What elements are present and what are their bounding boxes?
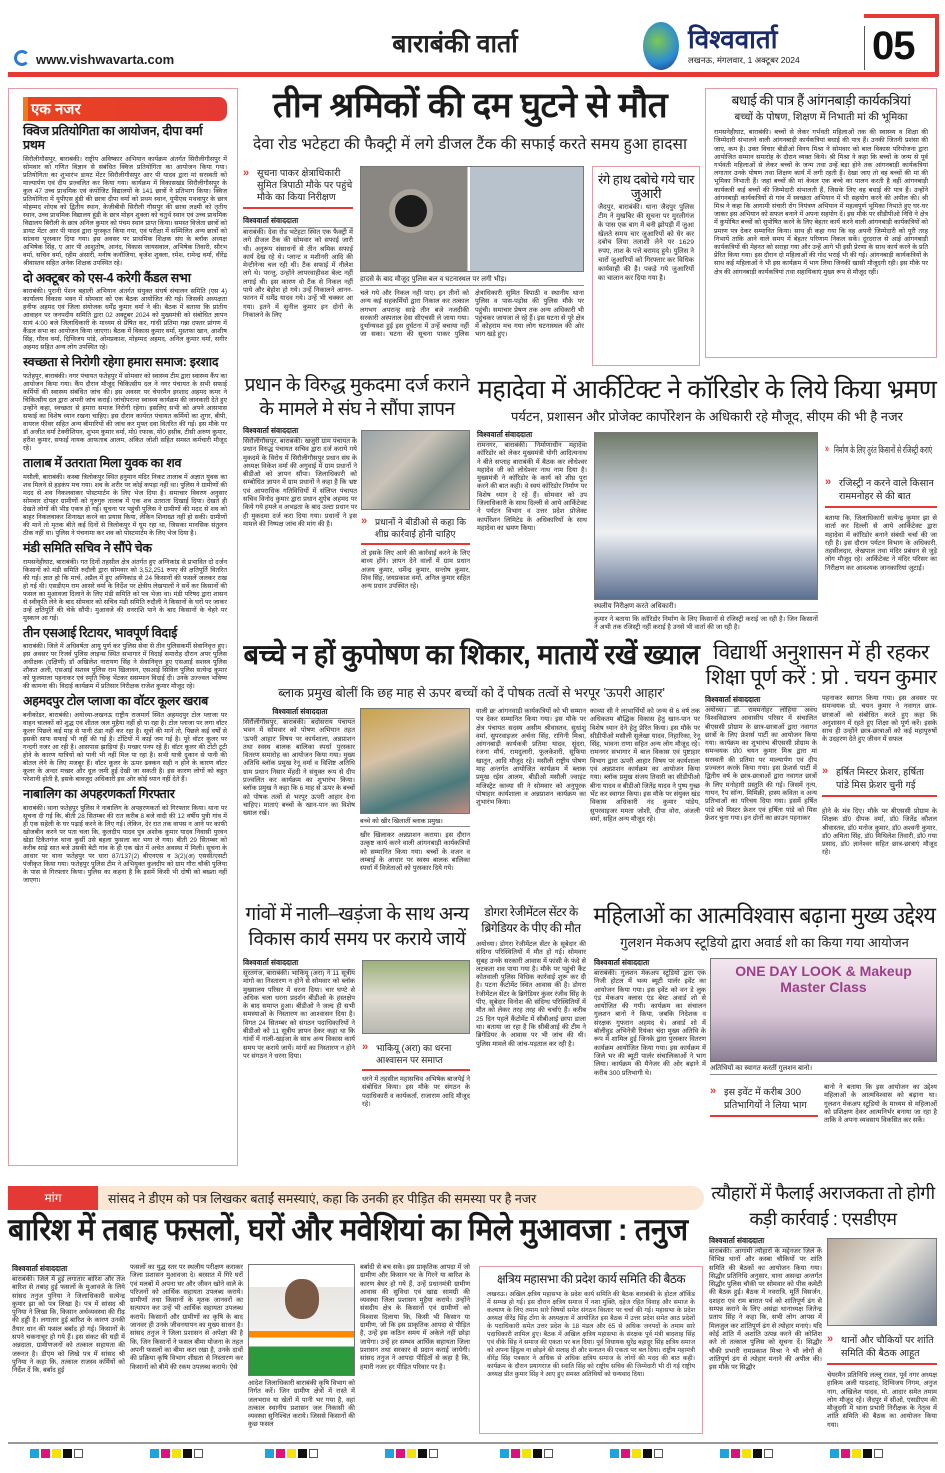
mahila-subhead: गुलशन मेकअप स्टूडियो द्वारा अवार्ड शो का किया गया आयोजन bbox=[620, 935, 909, 950]
kshatriya-headline: क्षत्रिय महासभा की प्रदेश कार्य समिति की बैठक bbox=[496, 1272, 686, 1286]
chevron-icon: » bbox=[822, 765, 829, 777]
crosshair-swatch bbox=[194, 1449, 203, 1458]
dateline: लखनऊ, मंगलवार, 1 अक्टूबर 2024 bbox=[688, 55, 800, 65]
mang-body-4: बर्बादी से बच सके। इस प्राकृतिक आपदा में जो ग्रामीण और किसान घर के गिरने या बारिश के कारण बेघर हो गये हैं, उन्हें प्रधानमंत्री ग्रामीण आवास की सुविधा एवं खाद्य सामग्री की व्यवस्था जिला प्रशासन मुहैया कराये। उन्होंने संसदीय क्षेत्र के किसानों एवं ग्रामीणों को विश्वास दिलाया कि, किसी भी किसान या ग्रामीण, जो कि इस प्राकृतिक आपदा से पीड़ित है, उन्हें इस कठिन समय में अकेले नहीं छोड़ा जायेगा। उन्हें हर सम्भव आर्थिक सहायता जिला प्रशासन तथा सरकार से प्रदान कराई जायेगी। सांसद तनुज ने आपदा पीड़ितों से कहा है कि, हमारी नजर हर पीड़ित परिवार पर है। bbox=[360, 1264, 470, 1371]
pradhan-byline: विश्ववार्ता संवाददाता bbox=[243, 426, 355, 438]
crosshair-swatch bbox=[654, 1449, 663, 1458]
color-swatch bbox=[276, 1449, 285, 1458]
color-swatch bbox=[287, 1449, 296, 1458]
juari-body: जैदपुर, बाराबंकी। थाना जैदपुर पुलिस टीम ने मुखबिर की सूचना पर मुरलीगंज के पास एक बाग में बनी झोपड़ी में जुआ खेलते समय चार जुआरियों को घेर कर दबोच लिया तलाशी लेने पर 1629 रुपए, ताश के पत्ते बरामद हुये। पुलिस ने चारों जुआरियों को गिरफ्तार कर विधिक कार्यवाही की है। पकड़े गये जुआरियों का चालान कर दिया गया है। bbox=[598, 204, 694, 282]
anganwadi-subhead: बच्चों के पोषण, शिक्षण में निभाती मां की भूमिका bbox=[734, 112, 908, 124]
mahadeva-bullet-1 bbox=[825, 442, 937, 460]
chayan-byline: विश्ववार्ता संवाददाता bbox=[705, 695, 815, 707]
color-swatch bbox=[610, 1449, 619, 1458]
color-swatch bbox=[41, 1449, 50, 1458]
gaon-body-1: सूरतगंज, बाराबंकी। भाकियू (अरा) ने 11 सूत्रीय मांगो का निस्तारण न होने से सोमवार को ब्लॉक मुख्यालय परिसर में धरना दिया। चार घण्टे से अधिक चला धरना प्रदर्शन बीडीओ के हस्तक्षेप के बाद समाप्त हुआ। बीडीओ ने जल्द ही सभी समस्याओं के निस्तारण का आश्वासन दिया है। विगत 24 सितम्बर को संगठन पदाधिकारियों ने बीडीओ को 11 सूत्रीय ज्ञापन देकर कहा था कि गांवों में नाली-खड़ंजा के साथ अन्य विकास कार्य समय पर कराये जायें। मांगों का निस्तारण न होने पर संगठन ने धरना दिया। bbox=[243, 970, 355, 1060]
footer-rule bbox=[8, 1442, 938, 1444]
mang-label: मांग bbox=[8, 1186, 98, 1210]
registration-mark bbox=[500, 1449, 553, 1458]
mahadeva-bullet-text: निर्माण के लिए तुरंत किसानों से रजिस्ट्री कराएं bbox=[833, 445, 933, 456]
color-swatch bbox=[643, 1449, 652, 1458]
pradhan-headline: प्रधान के विरुद्ध मुकदमा दर्ज कराने के मामले मे संघ ने सौंपा ज्ञापन bbox=[244, 375, 470, 420]
mahila-headline: महिलाओं का आत्मविश्वास बढ़ाना मुख्य उद्देश्य bbox=[593, 902, 936, 928]
color-swatch bbox=[418, 1449, 427, 1458]
gaon-pull-text: भाकियू (अरा) का धरना आश्वासन पर समाप्त bbox=[376, 1043, 452, 1065]
color-swatch bbox=[632, 1449, 641, 1458]
ek-nazar-headline: तालाब में उतराता मिला युवक का शव bbox=[23, 456, 182, 470]
mahila-photo-caption: अतिथियों का स्वागत करतीं गुलशन बानो। bbox=[710, 1064, 937, 1075]
mahadeva-headline: महादेवा में आर्कीटेक्ट ने कॉरिडोर के लिये किया भ्रमण bbox=[477, 374, 937, 404]
chayan-pull-quote bbox=[822, 764, 937, 797]
gaon-byline: विश्ववार्ता संवाददाता bbox=[243, 958, 355, 970]
mahila-body-1: बाराबंकी। गुलशन मेकअप स्टूडियो द्वारा एक निजी होटल में भव्य ब्यूटी पार्लर इवेंट का आयोजन किया गया। इस इवेंट को वन डे लुक एंड मेकअप क्लास एंड बेस्ट अवार्ड शो से आयोजित की गयी। कार्यक्रम का संचालन गुलशन बानो ने किया, जबकि निदेशक व संरक्षक गुफरान अहमद थे। अवार्ड शो में बॉलीवुड अभिनेत्री रियंका चंदा मुख्य अतिथि के रूप में शामिल हुई जिनके द्वारा पुरस्कार वितरण कार्यक्रम आयोजित किया गया। इस कार्यक्रम में जिले भर की ब्यूटी पार्लर संचालिकाओं ने भाग लिया। कार्यक्रम की मैनेजर की ओर बढ़ाने में करीब 300 प्रतिभागी थे। bbox=[594, 970, 706, 1077]
mahila-photo bbox=[710, 958, 937, 1062]
lead-headline: तीन श्रमिकों की दम घुटने से मौत bbox=[272, 86, 668, 125]
pradhan-body-2: तो इसके लिए आगे की कार्रवाई करने के लिए बाध्य होंगे। ज्ञापन देने वालों में ग्राम प्रधान अजय कुमार, धर्मेन्द्र कुमार, सन्तोष कुमार, शिव सिंह, जयप्रकाश वर्मा, अनिल कुमार सहित अन्य प्रधान उपस्थित रहे। bbox=[361, 550, 470, 591]
color-swatch bbox=[183, 1449, 192, 1458]
color-swatch bbox=[52, 1449, 61, 1458]
lead-byline: विश्ववार्ता संवाददाता bbox=[243, 216, 353, 228]
color-swatch bbox=[863, 1449, 872, 1458]
festival-body-2: चेयरमैन प्रतिनिधि लल्लू रावत, पूर्व नगर अध्यक्ष हाकिम अली यादशाह, दिग्विजय निगम, अनुज नाग, अखिलेश यादव, मो. आदार समेत तमाम लोग मौजूद रहे। जैदपुर में सीओ, एसडीएम की मौजूदगी में थाना प्रभारी निरीक्षक के नेतृत्व में शांति समिति की बैठक का आयोजन किया गया। bbox=[827, 1372, 937, 1429]
ek-nazar-headline: स्वच्छता से निरोगी रहेगा हमारा समाज: इरशाद bbox=[23, 355, 219, 370]
ek-nazar-body: सिरौलीगौसपुर, बाराबंकी। राष्ट्रीय अविष्कार अभियान कार्यक्रम अंतर्गत सिरौलीगौसपुर में सोमवार को गणित विज्ञान से संबंधित क्विज प्रतियोगिता का आयोजन किया गया। प्रतियोगिता का शुभारंभ डायट मेंटर सिरौलीगौसपुर आर पी यादव द्वारा मां सरस्वती को माल्यार्पण एवं दीप प्रज्वलित कर किया गया। कार्यक्रम में विकासखंड सिरौलीगौसपुर के कुल 47 उच्च प्राथमिक एवं कंपोजिट विद्यालयों के 141 छात्रों ने प्रतिभाग किया। क्विज प्रतियोगिता में यूपीएस हुंडी की छात्रा दीपा वर्मा को प्रथम स्थान, यूपीएस मथवापुर के छात्र मोहम्मद शोएब को द्वितीय स्थान, केजीबीवी सिरौली गौसपुर की छात्रा लक्ष्मी को तृतीय स्थान, उच्च प्राथमिक विद्यालय हुंडी के छात्र मोहन शुक्ला को चतुर्थ स्थान एवं उच्च प्राथमिक विद्यालय बिरौली के छात्र अनिल कुमार को पंचम स्थान प्राप्त किया। समस्त विजेता छात्रों को डायट मेंटर आर पी यादव द्वारा पुरस्कृत किया गया, एवं परीक्षा में सम्मिलित अन्य छात्रों को सांत्वना पुरस्कार दिया गया। इस अवसर पर प्राथमिक शिक्षक संघ के ब्लॉक अध्यक्ष अभिषेक सिंह, ए आर पी आशुतोष, आनंद, विकास जायसवाल, अभिषेक तिवारी, सौरभ वर्मा, सचिन वर्मा, रहीम अंसारी, मनीष कनौजिया, बृजेश शुक्ला, रमेश, रामेन्द्र वर्मा, वीरेंद्र श्रीवास्तव सहित अनेक शिक्षक उपस्थित रहे। bbox=[23, 155, 227, 267]
gaon-pull-quote bbox=[362, 1040, 470, 1071]
color-swatch bbox=[500, 1449, 509, 1458]
festival-photo bbox=[827, 1238, 937, 1326]
color-swatch bbox=[522, 1449, 531, 1458]
lead-body-2: चले गये और निकल नहीं पाए। इन तीनों को अन्य कई सहकर्मियों द्वारा निकाल कर तत्काल लगभग अपरान्ह साढ़े तीन बजे नजदीकी सरकारी अस्पताल देवा सीएचसी ले जाया गया। दुर्भाग्यवश हुई इस दुर्घटना में उन्हें बचाया नहीं जा सका। घटना की सूचना पाकर पुलिस क्षेत्राधिकारी सुमित त्रिपाठी व स्थानीय थाना पुलिस व पास-पड़ोस की पुलिस मौके पर पहुंची। समाचार प्रेषण तक अन्य अधिकारी भी पहुंचकर जायजा ले रहे हैं। इस घटना से पूरे क्षेत्र में कोहराम मच गया लोग घटनास्थल की ओर भाग खड़े हुए। bbox=[360, 290, 584, 339]
pradhan-photo bbox=[361, 430, 470, 510]
color-swatch bbox=[852, 1449, 861, 1458]
registration-mark bbox=[30, 1449, 83, 1458]
mahadeva-bullet-text: रजिस्ट्री न करने वाले किसान राममनोहर से की बात bbox=[839, 478, 934, 502]
lead-subhead: देवा रोड भटेहटा की फैक्ट्री में लगे डीजल टैंक की सफाई करते समय हुआ हादसा bbox=[252, 136, 688, 153]
chevron-icon: » bbox=[825, 476, 832, 488]
browser-e-icon bbox=[14, 50, 30, 66]
dogra-body: अयोध्या। डोगरा रेजीमेंटल सेंटर के सूबेदार की संदिग्ध परिस्थितियों में मौत हो गई। सोमवार सुबह उनके सरकारी आवास में फांसी के फंदे से लटकता शव पाया गया है। मौके पर पहुंची कैंट कोतवाली पुलिस विधिक कार्रवाई शुरू कर दी है। पटना कैंटोमेंट स्थित आवास की है। डोगरा रेजीमेंटल सेंटर के ब्रिगेडियर कुंवर रंजीव सिंह के पीए, सूबेदार विनोश की संदिग्ध परिस्थितियों में मौत को लेकर तरह तरह की चर्चाएं हैं। करीब 25 दिन पहले कैंटोमेंट में सीबीआई छापा डाला था। बताया जा रहा है कि सीबीआई की टीम ने ब्रिगेडियर के आवास पर भी जांच की थी। पुलिस मामले की जांच-पड़ताल कर रही है। bbox=[476, 941, 586, 1048]
registration-mark bbox=[830, 1449, 883, 1458]
crosshair-swatch bbox=[874, 1449, 883, 1458]
mang-ribbon-text: सांसद ने डीएम को पत्र लिखकर बताईं समस्याएं, कहा कि उनकी हर पीड़ित की समस्या पर है नजर bbox=[108, 1192, 537, 1206]
kuposhan-photo-caption: बच्चे को खीर खिलातीं ब्लाक प्रमुख। bbox=[360, 816, 470, 827]
anganwadi-body: रामसनेहीघाट, बाराबंकी। बच्चों से लेकर गर्भवती महिलाओं तक की स्वास्थ्य व शिक्षा की जिम्मेदारी संभालने वाली आंगनबाड़ी कार्यकत्रियां बधाई की पात्र हैं। उनकी जितनी प्रशंसा की जाए, कम है। उक्त विचार बीडीओ विनय मिश्रा ने सोमवार को बाल विकास परियोजना द्वारा आयोजित सम्मान समारोह के दौरान व्यक्त किये। श्री मिश्रा ने कहा कि बच्चों के जन्म से पूर्व गर्भवती महिलाओं से लेकर बच्चों के जन्म तथा उन्हें बड़ा होने तक आंगनबाड़ी कार्यकत्रियां लगातार उनके पोषण तथा शिक्षण कार्य में लगी रहती हैं। देखा जाए तो वह बच्चों की मां की भूमिका निभाती हैं। जहां बच्चों की मां केवल एक बच्चे का पालन करती है वहीं आंगनबाड़ी कार्यकत्री कई बच्चों की जिम्मेदारी संभालती हैं, जिसके लिए वह बधाई की पात्र हैं। उन्होंने आंगनबाड़ी कार्यकत्रियों से गांव में स्वच्छता अभियान में भी सहयोग करने की अपील की। श्री मिश्र ने कहा कि आगामी संचारी रोग नियंत्रण अभियान में महत्वपूर्ण भूमिका निभाते हुए घर-घर जाकर इस अभियान को सफल बनाने में अपना सहयोग दें। इस मौके पर सीडीपीओ निधि ने क्षेत्र में कुपोषित बच्चों को सुपोषित करने के लिए बेहतर कार्य करने वाली आंगनबाड़ी कार्यकत्रियों को प्रमाण पत्र देकर सम्मानित किया। साथ ही कहा गया कि वह अपनी जिम्मेदारी को पूरी तरह निभायें ताकि आने वाले समय में बेहतर परिणाम निकल सकें। दूरदराज से आई आंगनबाड़ी कार्यकत्रियों की मेहनत को सराहा गया और उन्हें आगे भी इसी प्रेरणा के साथ कार्य करने के प्रति प्रेरित किया गया। इस दौरान दो महिलाओं की गोद भराई भी की गई। आंगनबाड़ी कार्यकत्रियों के साथ कई महिलाओं ने भी इस कार्यक्रम में भाग लिया जिनकी खासी मौजूदगी रही। इस मौके पर क्षेत्र की आंगनबाड़ी कार्यकत्रियां तथा सहायिकाएं मुख्य रूप से मौजूद रहीं। bbox=[714, 129, 928, 276]
ek-nazar-list bbox=[23, 125, 227, 885]
kuposhan-body-4: काव्या सी ने लाभार्थियों को जन्म से 6 वर्ष तक अधिकतम बौद्धिक विकास हेतु खान-पान पर विशेष ध्यान देने हेतु प्रेरित किया। इस मौके पर सीडीपीओ मसौली सुलेखा यादव, निहारिका, रेनू सिंह, भावना राणा सहित अन्य लोग मौजूद रहे। रामनगर सभागार में बाल विकास एवं पुष्टाहार विभाग द्वारा ऊपरी आहार विषय पर कार्यशाला एवं अन्नप्राशन कार्यक्रम का आयोजन किया गया। ब्लॉक प्रमुख संजय तिवारी का सीडीपीओ बीना यादव व बीडीओ जितेंद्र यादव ने पुष्प गुच्छ भेंट कर स्वागत किया। इस मौके पर संयुक्त खंड विकास अधिकारी नंद कुमार पांडेय, सुपरवाइजर ममता जोशी, दीपा वोरा, अंजली वर्मा, सहित अन्य मौजूद रहे। bbox=[590, 708, 700, 823]
chayan-headline: विद्यार्थी अनुशासन में ही रहकर शिक्षा पूर्ण करें : प्रो . चयन कुमार bbox=[705, 641, 937, 689]
mahadeva-body-1: रामनगर, बाराबंकी। निर्माणाधीन महादेवा कॉरिडोर को लेकर मुख्यमंत्री योगी आदित्यनाथ ने बीते सप्ताह बाराबंकी में बैठक कर लोधेश्वर महादेव जी को लोधेश्वर नाथ नाम दिया है। मुख्यमंत्री ने कॉरिडोर के कार्य को शीघ्र पूरा करने की बात कही। वे स्वयं कॉरिडोर निर्माण पर विशेष ध्यान दे रहे हैं। सोमवार को उप जिलाधिकारी के साथ दिल्ली से आये आर्किटेक्ट ने पर्यटन विभाग व उत्तर प्रदेश प्रोजेक्ट कार्पोरेशन लिमिटेड के अधिकारियों के साथ महादेवा का भ्रमण किया। bbox=[477, 442, 587, 532]
color-swatch bbox=[830, 1449, 839, 1458]
color-swatch bbox=[30, 1449, 39, 1458]
mahila-photo-banner: ONE DAY LOOK & Makeup Master Class bbox=[735, 963, 912, 995]
crosshair-swatch bbox=[309, 1449, 318, 1458]
registration-mark bbox=[265, 1449, 318, 1458]
kuposhan-body-2: खीर खिलाकर अन्नप्राशन कराया। इस दौरान उत्कृष्ट कार्य करने वाली आंगनबाड़ी कार्यकत्रियों को सम्मानित किया गया। बच्चों के वजन व लम्बाई के आधार पर स्वस्थ बालक बालिका स्पर्धा में विजेताओं को पुरस्कार दिये गये। bbox=[360, 832, 470, 873]
crosshair-swatch bbox=[764, 1449, 773, 1458]
ek-nazar-body: रामसनेहीघाट, बाराबंकी। गत दिनों तहसील क्षेत्र अंतर्गत हुए अग्निकांड से प्रभावित दो दर्जन किसानों को मंडी समिति रुदौली द्वारा सोमवार को 3,52,251 रुपए की क्षतिपूर्ति वितरित की गई। ज्ञात हो कि मार्च, अप्रैल में हुए अग्निकांड से 24 किसानों की फसलें जलकर राख हो गई थी। एसडीएम राम आसरे वर्मा के निर्देश पर क्षेत्रीय लेखपालों ने सर्वे कर किसानों की फसल का मुआवजा दिलाने के लिए मंडी समिति को पत्र भेजा था। मंडी परिषद द्वारा शासन से स्वीकृति लेने के बाद सोमवार को सचिव मंडी समिति रुदौली ने किसानों के घरों पर जाकर उन्हें क्षतिपूर्ति की चेकें सौंपी। मुआवजे की धनराशि पाने के बाद किसानों के चेहरे पर मुस्कान आ गई। bbox=[23, 558, 227, 622]
color-swatch bbox=[742, 1449, 751, 1458]
chevron-icon: » bbox=[827, 1333, 834, 1345]
kuposhan-photo bbox=[360, 708, 470, 814]
lead-photo bbox=[360, 166, 584, 272]
color-swatch bbox=[385, 1449, 394, 1458]
color-swatch bbox=[511, 1449, 520, 1458]
mahadeva-subhead: पर्यटन, प्रशासन और प्रोजेक्ट कार्पोरेशन के अधिकारी रहे मौजूद, सीएम की भी है नजर bbox=[511, 409, 903, 424]
color-swatch bbox=[161, 1449, 170, 1458]
header-rule bbox=[8, 72, 938, 77]
ek-nazar-headline: नाबालिग का अपहरणकर्ता गिरफ्तार bbox=[23, 787, 175, 801]
festival-byline: विश्ववार्ता संवाददाता bbox=[709, 1236, 821, 1248]
ek-nazar-headline: मंडी समिति सचिव ने सौंपे चेक bbox=[23, 540, 152, 555]
anganwadi-box bbox=[705, 88, 937, 358]
kuposhan-subhead: ब्लाक प्रमुख बोलीं कि छह माह से ऊपर बच्चों को दें पोषक तत्वों से भरपूर 'ऊपरी आहार' bbox=[278, 686, 665, 700]
mang-body-1: बाराबंकी। जिले में हुई लगातार बारिश और तेज बारिश से तबाह हुई फसलों के मुआवजे के लिये सांसद तनुज पुनिया ने जिलाधिकारी सत्येन्द्र कुमार झा को पत्र लिखा है। पत्र में सांसद श्री पुनिया ने लिखा कि, किसान अर्थव्यवस्था की रीढ़ की हड्डी है। लगातार हुई बारिश के कारण उनकी तैयार धान की फसल बर्बाद हो गई। किसानों के सपने चकनाचूर हो गये हैं। इस संकट की घड़ी में अन्नदाता, ग्रामीणजनों को तत्काल सहायता की जरूरत है। डीएम को लिखे पत्र में सांसद श्री पुनिया ने कहा कि, तत्काल राजस्व कर्मियों को निर्देश दें कि, बर्बाद हुई bbox=[12, 1276, 125, 1375]
kuposhan-body-1: सिरौलीगौसपुर, बाराबंकी। बदोसराय पंचायत भवन में सोमवार को पोषण अभियान तहत 'ऊपरी आहार' विषय पर कार्यशाला, अन्नप्राशन तथा स्वस्थ बालक बालिका स्पर्धा पुरस्कार वितरण समारोह का आयोजन किया गया। मुख्य अतिथि ब्लॉक प्रमुख रेनू वर्मा व विशिष्ट अतिथि ग्राम प्रधान निसार मेंहदी ने संयुक्त रूप से दीप प्रज्वलित कर कार्यक्रम का शुभारंभ किया। ब्लॉक प्रमुख ने कहा कि 6 माह से ऊपर के बच्चों को पोषक तत्वों से भरपूर ऊपरी आहार देना चाहिए। माताएं बच्चों के खान-पान का विशेष ख्याल रखें। bbox=[243, 719, 355, 818]
color-swatch bbox=[298, 1449, 307, 1458]
ek-nazar-label: एक नजर bbox=[23, 97, 227, 121]
lead-body-1: बाराबंकी। देवा रोड भटेहटा स्थित एक फैक्ट्री में लगे डीजल टैंक की सोमवार को सफाई जारी थी। अनुरूप संसाधनों से तीन श्रमिक सफाई कार्य देख रहे थे। प्लान्ट व मशीनरी आदि की मेन्टीनेन्स चल रही थी। टैंक सफाई में नीलेश लगे थे। परन्तु, उन्होंने लापरवाहीवश बेल्ट नहीं लगाई थी। इस कारण वो टैंक से निकल नहीं पाये और बेहोश हो गये। उन्हें निकालने आनन-फानन में धर्मेंद्र यादव गये। उन्हें भी चक्कर आ गया। इतने में सुनील कुमार इन दोनों के निकालने के लिए bbox=[243, 229, 353, 319]
color-swatch bbox=[150, 1449, 159, 1458]
chayan-body-3: होने के मंत्र दिए। मौके पर बीएससी प्रोग्राम के शिक्षक डॉ0 दीपक वर्मा, डॉ0 जितेंद्र कौशल श्रीवास्तव, डॉ0 मनोज कुमार, डॉ0 अश्वनी कुमार, डॉ0 अमिता सिंह, डॉ0 मिथिलेश तिवारी, डॉ0 गया प्रसाद, डॉ0 ज्ञानेश्वर सहित छात्र-छात्राएं मौजूद रहे। bbox=[822, 808, 937, 857]
anganwadi-headline: बधाई की पात्र हैं आंगनबाड़ी कार्यकत्रियां bbox=[731, 93, 911, 108]
chayan-pull-text: हर्षित मिस्टर फ्रेशर, हर्षिता पांडे मिस फ्रेशर चुनी गई bbox=[836, 767, 925, 791]
chevron-icon: » bbox=[825, 443, 829, 455]
chevron-icon: » bbox=[710, 1085, 717, 1097]
crosshair-swatch bbox=[74, 1449, 83, 1458]
kuposhan-headline: बच्चे न हों कुपोषण का शिकार, मातायें रखें ख्याल bbox=[243, 639, 700, 670]
page-number: 05 bbox=[872, 24, 915, 68]
mahila-pull-text: इस इवेंट में करीब 300 प्रतिभागियों ने लिया भाग bbox=[724, 1087, 807, 1111]
crosshair-swatch bbox=[429, 1449, 438, 1458]
festival-headline: त्यौहारों में फैलाई अराजकता तो होगी कड़ी कार्रवाई : एसडीएम bbox=[711, 1183, 935, 1229]
ek-nazar-body: बनीकोडर, बाराबंकी। अयोध्या-लखनऊ राष्ट्रीय राजमार्ग स्थित अहमदपुर टोल प्लाजा पर वाहन चालकों को शुद्ध एवं शीतल जल मुहैया नहीं हो पा रहा है। टोल प्लाजा पर लगा वॉटर कूलर पिछले कई माह से पानी ठंडा नहीं कर रहा है। सूत्रों की मानें तो, पिछले कई वर्षों से इसकी साफ सफाई भी नहीं की गई है। टोंटियों में काई जम गई है। पूरे वॉटर कूलर पर गन्दगी नजर आ रही है। आसपास झाड़ियां हैं। मच्छर पनप रहे हैं। वॉटर कूलर की टोंटी टूटी होने के कारण यात्रियों को पानी भी नहीं मिल पा रहा है। सभी यात्री दुकान से पानी की बोतल लेने के लिए मजबूर हैं। वॉटर कूलर के ऊपर ढक्कन सही न होने के कारण वॉटर कूलर के अन्दर मच्छर और धूल जमी हुई देखी जा सकती है। इस कारण लोगों को बहुत परेशानी होती है, इसके बावजूद अधिकारी इस ओर कोई ध्यान नहीं देते हैं। bbox=[23, 712, 227, 783]
mahadeva-byline: विश्ववार्ता संवाददाता bbox=[477, 430, 585, 442]
color-swatch bbox=[533, 1449, 542, 1458]
juari-headline: रंगे हाथ दबोचे गये चार जुआरी bbox=[598, 172, 694, 201]
chayan-body-2: पहनाकर स्वागत किया गया। इस अवसर पर समन्वयक प्रो. चयन कुमार ने नवागत छात्र-छात्राओं को संबोधित करते हुए कहा कि अनुशासन में रहते हुए शिक्षा को पूर्ण करें। इसके साथ ही उन्होंने छात्र-छात्राओं को कई महापुरुषों के उदहरण देते हुए जीवन में सफल bbox=[822, 695, 937, 744]
mang-body-2: फसलों का युद्ध स्तर पर स्थलीय परीक्षण कराकर जिला प्रशासन मुआवजा दे। बरसात में गिरे घरों एवं मलबों में अपना घर और जीवन खोने वाले के परिजनों को आर्थिक सहायता उपलब्ध कराये। ग्रामीणों तथा किसानों के मृतक जानवरों का सत्यापन कर उन्हें भी आर्थिक सहायता उपलब्ध करायें। किसानों और ग्रामीणों का कृषि के बाद जानवर ही उनके जीवनयापन का मुख्य साधन है। सांसद तनुज ने जिला प्रशासन से अपेक्षा की है कि, जिन किसानों ने फसल बीमा योजना के तहत अपनी फसलों का बीमा करा रखा है, उनके दावों की प्रक्रिया कृषि विभाग शीघ्रता से निस्तारण कर किसानों को बीमे की रकम उपलब्ध कराये। ऐसे bbox=[130, 1264, 243, 1371]
crosshair-swatch bbox=[544, 1449, 553, 1458]
pradhan-body-1: सिरौलीगौसपुर, बाराबंकी। खजुरी ग्राम पंचायत के प्रधान विरुद्ध पंचायत सचिव द्वारा दर्ज कराये गये मुकदमे के विरोध में सिरौलीगौसपुर प्रधान संघ के अध्यक्ष विकेश वर्मा की अगुवाई में ग्राम प्रधानों ने बीडीओ को ज्ञापन सौंपा। जिलाधिकारी को सम्बोधित ज्ञापन में ग्राम प्रधानों ने कहा है कि भ्रष्ट एवं आपराधिक गतिविधियों में संलिप्त पंचायत सचिव विनोद कुमार द्वारा प्रधान शुऐब अहमद पर किये गये हमले व अभद्रता के बाद उल्टा प्रधान पर ही मुकदमा दर्ज करा दिया गया। प्रधानों ने इस मामले की निष्पक्ष जांच की मांग की है। bbox=[243, 438, 358, 528]
color-swatch bbox=[396, 1449, 405, 1458]
brand-name: विश्ववार्ता bbox=[688, 24, 778, 54]
ek-nazar-body: बाराबंकी। पुरानी पेंशन बहाली अभियान अंतर्गत संयुक्त संघर्ष संचालन समिति (एस 4) कार्यालय विकास भवन में सोमवार को एक बैठक आयोजित की गई। जिसकी अध्यक्षता हनीफ अहमद एवं जिला संयोजक धर्मेंद्र कुमार वर्मा ने की। बैठक में बताया कि प्रांतीय आवाहन पर जनपदीय समिति द्वारा 02 अक्टूबर 2024 को मुख्यमंत्री को संबोधित ज्ञापन सायं 4:00 बजे जिलाधिकारी के माध्यम से प्रेषित कर, गांधी प्रतिमा गन्ना दफ्तर प्रांगण में कैंडल सभा का आयोजन किया जाएगा। बैठक में विकास कुमार वर्मा, मुस्तफा खान, आशीष सिंह, गौरव वर्मा, दिग्विजय पांडे, ओमप्रकाश, मोहम्मद अहमद, अनिल कुमार वर्मा, सगीर अहमद सहित अन्य लोग उपस्थित रहे। bbox=[23, 288, 227, 352]
mahadeva-photo-caption: स्थलीय निरीक्षण करते अधिकारी। bbox=[594, 602, 818, 613]
ek-nazar-body: बाराबंकी। जिले में अधिवर्षता आयु पूर्ण कर पुलिस सेवा से तीन पुलिसकर्मी सेवानिवृत्त हुए। इस अवसर पर रिजर्व पुलिस लाइन्स स्थित सभागार में विदाई समारोह दौरान अपर पुलिस अधीक्षक (दक्षिणी) डॉ अखिलेश नारायण सिंह ने सेवानिवृत्त हुए एसआई सशस्त्र पुलिस शौकत अली, एसआई सशस्त्र पुलिस राम खिलावन, एसआई सिविल पुलिस सत्येन्द्र कुमार को फूलमाला पहनाकर एवं स्मृति चिन्ह भेंटकर ससम्मान विदाई दी। उनके उज्ज्वल भविष्य की कामना की। विदाई कार्यक्रम में प्रतिसार निरीक्षक राजेश कुमार मौजूद रहे। bbox=[23, 643, 227, 691]
mang-headline: बारिश में तबाह फसलों, घरों और मवेशियां का मिले मुआवजा : तनुज bbox=[8, 1212, 688, 1247]
gaon-photo bbox=[362, 960, 470, 1034]
ek-nazar-headline: दो अक्टूबर को एस-4 करेगी कैंडल सभा bbox=[23, 270, 191, 285]
mahila-byline: विश्ववार्ता संवाददाता bbox=[594, 958, 704, 970]
color-swatch bbox=[731, 1449, 740, 1458]
juari-box bbox=[592, 166, 700, 366]
festival-body-1: बाराबंकी। आगामी त्यौहारों के मद्देनजर जिले के विभिन्न थानों और कस्बा चौकियों पर शांति समिति की बैठकों का आयोजन किया गया। सिद्धौर प्रतिनिधि अनुसार, थाना असन्द्रा अन्तर्गत सिद्धौर पुलिस चौकी पर सोमवार को पीस कमेटी की बैठक हुई। बैठक में नवरात्रि, मूर्ति विसर्जन, दशहरा एवं राम बारात पर्व को शांतिपूर्ण ढंग से सम्पन्न कराने के लिए असंद्रा थानाध्यक्ष जितेन्द्र प्रताप सिंह ने कहा कि, सभी लोग आपस में मिलजुल कर शांतिपूर्ण ढंग से त्योहार मनाएं। यदि कोई शांति में अशांति उत्पन्न करने की कोशिश करे तो तत्काल पुलिस को सूचना दें। सिद्धौर चौकी प्रभारी रामप्रकाश मिश्रा ने भी लोगों से शांतिपूर्ण ढंग से त्योहार मनाने की अपील की। इस मौके पर सिद्धौर bbox=[709, 1248, 822, 1372]
registration-mark bbox=[720, 1449, 773, 1458]
mahadeva-photo bbox=[594, 432, 818, 600]
website-url[interactable]: www.vishwavarta.com bbox=[36, 52, 175, 67]
chevron-icon: » bbox=[362, 1041, 369, 1053]
dogra-headline: डोगरा रेजीमेंटल सेंटर के ब्रिगेडियर के पीए की मौत bbox=[481, 905, 581, 935]
ek-nazar-body: मसौली, बाराबंकी। कस्बा त्रिलोकपुर स्थित हनुमान मंदिर निकट तालाब में अज्ञात युवक का शव मिलने से हड़कंप मच गया। शव के शरीर पर कोई कपड़ा नहीं था। पुलिस ने ग्रामीणों की मदद से शव निकलवाकर पोस्टमार्टम के लिए भेज दिया है। समाचार विवरण अनुसार सोमवार दोपहर ग्रामीणों को गुरुगुरु तालाब में एक शव उतराता दिखाई दिया। देखते ही देखते लोगों की भीड़ एकत्र हो गई। सूचना पर पहुंची पुलिस ने ग्रामीणों की मदद से शव को बाहर निकलवाकर शिनाख्त करने का प्रयास किया, लेकिन शिनाख्त नहीं हो सकी। ग्रामीणों की मानें तो मृतक बीते कई दिनों से त्रिलोकपुर में घूम रहा था, जिसका मानसिक संतुलन ठीक नहीं था। पुलिस ने पंचनामा कर शव को पोस्टमार्टम के लिए भेज दिया है। bbox=[23, 473, 227, 537]
tanuj-portrait-photo bbox=[248, 1264, 355, 1376]
color-swatch bbox=[407, 1449, 416, 1458]
color-swatch bbox=[720, 1449, 729, 1458]
pradhan-pull-quote bbox=[361, 514, 470, 545]
registration-mark bbox=[150, 1449, 203, 1458]
kshatriya-body: लखनऊ। अखिल क्षत्रिय महासभा के प्रदेश कार्य समिति की बैठक बाराबंकी के होटल ऑर्किड में सम्पन्न हो गई। इस दौरान क्षत्रिय समाज में नशा मुक्ति, दहेज रहित विवाह और समाज के कल्याण के लिए तमाम सारे विषयों समेत संगठन विस्तार पर चर्चा की गई। महासभा के प्रदेश अध्यक्ष वीरेंद्र सिंह टोंगा के अध्यक्षता में आयोजित इस बैठक में उत्तर प्रदेश समेत आठ प्रदेशों के पदाधिकारी समेत उत्तर प्रदेश के 18 मंडल और 65 से अधिक जनपदों के तमाम सारे पदाधिकारी शामिल हुए। बैठक में अखिल क्षत्रिय महासभा के संरक्षक पूर्व मंत्री बादशाह सिंह एवं वीके सिंह ने समाज की एकता पर बल दिया। पूर्व विधायक सुरेंद्र बहादुर सिंह क्षत्रिय समाज को अपना हिंदुत्व ना छोड़ने की सलाह दी और सनातन की एकता पर बल दिया। राष्ट्रीय महामंत्री वीरेंद्र सिंह पत्रकार ने अधिक से अधिक क्षत्रिय समाज के लोगों की मदद की बात कही। कार्यक्रम के दौरान प्रयागराज की स्वाति सिंह को राष्ट्रीय सचिव की जिम्मेदारी भी दी गई राष्ट्रीय अध्यक्ष प्रीत कुमार सिंह ने आए हुए समस्त अतिथियों को धन्यवाद दिया। bbox=[487, 1290, 695, 1378]
mang-byline: विश्ववार्ता संवाददाता bbox=[12, 1264, 124, 1276]
lead-bullet-text: सूचना पाकर क्षेत्राधिकारी सुमित त्रिपाठी मौके पर पहुंचे मौके का किया निरीक्षण bbox=[257, 168, 353, 203]
gaon-body-2: धरने में तहसील महासचिव अभिषेक बाजपेई ने संबोधित किया। इस मौके पर संगठन के पदाधिकारी व कार्यकर्ता, राजाराम आदि मौजूद रहे। bbox=[362, 1076, 470, 1108]
color-swatch bbox=[841, 1449, 850, 1458]
chevron-icon: » bbox=[243, 167, 250, 179]
ek-nazar-headline: क्विज प्रतियोगिता का आयोजन, दीपा वर्मा प्रथम bbox=[23, 124, 203, 152]
festival-pull-text: थानों और चौकियों पर शांति समिति की बैठक आहूत bbox=[841, 1335, 934, 1359]
color-swatch bbox=[753, 1449, 762, 1458]
ek-nazar-body: बाराबंकी। थाना फतेहपुर पुलिस ने नाबालिग के अपहरणकर्ता को गिरफ्तार किया। थाना पर सूचना दी गई कि, बीती 28 सितम्बर की रात करीब 8 बजे वादी की 12 वर्षीय पुत्री गांव में ही एक सहेली के घर पढ़ाई करने के लिए गई। लेकिन, देर रात तक वापस न आने पर काफी खोजबीन करने पर पता चला कि, कुलदीप यादव पुत्र अशोक कुमार यादव निवासी पुरवन खेड़ा टिकैतगंज थाना कुर्सी उसे बहला फुसला कर भगा ले गया। बीती 29 सितम्बर को करीब साढ़े सात बजे उसकी बेटी गांव के ही एक खेत में अचेत अवस्था में मिली। सूचना के आधार पर थाना फतेहपुर पर धारा 87/137(2) बीएनएस व 3(2)(अ) एससी/एसटी पंजीकृत किया गया। फतेहपुर पुलिस टीम ने अभियुक्त कुलदीप को ग्राम गौरा चौकी पुलिया के पास से गिरफ्तार किया। पुलिस का कहना है कि इसमें किसी भी दोषी को बख्शा नहीं जाएगा। bbox=[23, 804, 227, 884]
pradhan-pull-text: प्रधानों ने बीडीओ से कहा कि शीघ्र कार्रवाई होनी चाहिए bbox=[375, 517, 466, 539]
gaon-headline: गांवों में नाली–खड़ंजा के साथ अन्य विकास कार्य समय पर कराये जायें bbox=[245, 904, 469, 950]
registration-mark bbox=[385, 1449, 438, 1458]
chevron-icon: » bbox=[361, 515, 368, 527]
mahadeva-body-3: बताया कि, जिलाधिकारी सत्येन्द्र कुमार झा से वार्ता कर दिल्ली से आये आर्किटेक्ट द्वारा महादेवा में कॉरिडोर बनाने संबंधी चर्चा की जा रही है। इस दौरान पर्यटन विभाग के अधिकारी, तहसीलदार, लेखपाल तथा मंदिर प्रबंधन से जुड़े लोग मौजूद रहे। आर्किटेक्ट ने मंदिर परिसर का निरीक्षण कर आवश्यक जानकारियां जुटाईं। bbox=[825, 515, 937, 572]
ek-nazar-body: फतेहपुर, बाराबंकी। नगर पंचायत फतेहपुर में सोमवार को स्वास्थ्य टीम द्वारा स्वास्थ्य कैंप का आयोजन किया गया। कैंप दौरान मौजूद चिकित्सीय दल ने नगर पंचायत के सभी सफाई कर्मियों की स्वास्थ्य संबंधित जांच की। इस अवसर पर चेयरमैन इरशाद अहमद कमर ने चिकित्सीय दल द्वारा अपनी जांच कराई। जांचोपरान्त स्वास्थ्य कार्यक्रम की जानकारी देते हुए उन्होंने कहा, स्वच्छता से हमारा समाज निरोगी रहेगा। इसलिए सभी को अपने आसपास सफाई का विशेष ध्यान रखना चाहिए। इस दौरान कार्यरत पंचायत कर्मियों का शुगर, बीपी, वायरल फीवर सहित अन्य बीमारियों की जांच कर मुफ्त दवा वितरित की गई। इस मौके पर डॉ अजीत वर्मा टेक्नीशियन, शुभम कुमार वर्मा, मो0 रफाक, मो0 हसीब, टीसी अरुण कुमार, हरीश कुमार, सफाई नायक आफताब आलम, अंकित जोशी सहित समस्त कर्मचारी मौजूद रहे। bbox=[23, 373, 227, 452]
color-swatch bbox=[621, 1449, 630, 1458]
mahadeva-bullet-2 bbox=[825, 475, 937, 508]
kuposhan-body-3: वाली छः आंगनवाड़ी कार्यकत्रियों को भी सम्मान पत्र देकर सम्मानित किया गया। इस मौके पर क्षेत्र पंचायत सदस्य असीम श्रीवास्तव, सुधांशु वर्मा, सुपरवाइजर अर्चना सिंह, रागिनी मिश्रा, आंगनबाड़ी कार्यकत्री प्रतिमा यादव, सुंदरा, रंजना मौर्य, रामदुलारी, फूलकेशरी, सूफिया खातून, आदि मौजूद रहे। मसौली राष्ट्रीय पोषण माह अन्तर्गत आयोजित कार्यक्रम में ब्लाक प्रमुख रईस आलम, बीडीओ मसौली ज्वाइंट मजिस्ट्रेट काव्या सी ने सोमवार को अनुपूरक पोषाहार कार्यशाला व अन्नप्राशन कार्यक्रम का शुभारंभ किया। bbox=[476, 708, 586, 807]
mahila-pull-quote bbox=[710, 1084, 818, 1117]
lead-bullet bbox=[243, 166, 353, 209]
festival-pull-quote bbox=[827, 1332, 937, 1365]
color-swatch bbox=[172, 1449, 181, 1458]
kuposhan-byline: विश्ववार्ता संवाददाता bbox=[245, 707, 355, 719]
mang-body-3: आदेश जिलाधिकारी बाराबंकी कृषि विभाग को निर्गत करें। जिन ग्रामीण क्षेत्रों में रास्ते में जलभराव या खेतों में पानी भर गया है, वहां तत्काल स्थानीय प्रशासन जल निकासी की व्यवस्था सुनिश्चित कराये। जिससे किसानों की कुछ फसल bbox=[248, 1380, 355, 1429]
color-swatch bbox=[63, 1449, 72, 1458]
color-swatch bbox=[265, 1449, 274, 1458]
mang-ribbon bbox=[8, 1186, 704, 1210]
kshatriya-box bbox=[479, 1266, 703, 1434]
lead-photo-caption: हादसे के बाद मौजूद पुलिस बल व घटनास्थल पर लगी भीड़। bbox=[360, 275, 584, 286]
page-number-box bbox=[864, 14, 939, 76]
section-title: बाराबंकी वार्ता bbox=[392, 30, 518, 58]
chayan-body-1: अयोध्या। डॉ. राममनोहर लोहिया अवध विश्वविद्यालय आवासीय परिसर में संचालित बीएससी प्रोग्राम के छात्र-छात्राओं द्वारा नवागत छात्रों के लिए फ्रेशर्स पार्टी का आयोजन किया गया। कार्यक्रम का शुभारंभ बीएससी प्रोग्राम के समन्वयक प्रो0 चयन कुमार मिश्र द्वारा मां सरस्वती की प्रतिमा पर माल्यार्पण एवं दीप प्रज्वलन करके किया गया। इस फ्रेशर्स पार्टी में द्वितीय वर्ष के छात्र-छात्राओं द्वारा नवागत छात्रों के लिए मनोहारी प्रस्तुति की गई। जिसमें नृत्य, गायन, रैप सॉन्ग, मिमिक्री, हास्य कविता व अन्य प्रतिभाओं का परिचय दिया गया। इसमें हर्षित पांडे को मिस्टर फ्रेशर एवं हर्षिता पांडे को मिस फ्रेशर चुना गया। इन दोनों का क्राउन पहनाकर bbox=[705, 707, 817, 822]
mahadeva-body-2: कुमार ने बताया कि कॉरिडोर निर्माण के लिए किसानों से रजिस्ट्री कराई जा रही है। जिन किसानों ने अभी तक रजिस्ट्री नहीं कराई है उनसे भी वार्ता की जा रही है। bbox=[594, 616, 818, 632]
brand-logo-icon bbox=[643, 22, 679, 70]
ek-nazar-headline: तीन एसआई रिटायर, भावपूर्ण विदाई bbox=[23, 625, 177, 640]
ek-nazar-box bbox=[8, 88, 238, 1166]
mahila-body-2: बानो ने बताया कि इस आयोजन का उद्देश्य महिलाओं के आत्मविश्वास को बढ़ाना था। गुलशन मेकअप स्टूडियो के माध्यम से महिलाओं को प्रशिक्षण देकर आत्मनिर्भर बनाया जा रहा है ताकि वे अपना व्यवसाय विकसित कर सकें। bbox=[824, 1084, 937, 1125]
registration-mark bbox=[610, 1449, 663, 1458]
ek-nazar-headline: अहमदपुर टोल प्लाजा का वॉटर कूलर खराब bbox=[23, 694, 208, 709]
